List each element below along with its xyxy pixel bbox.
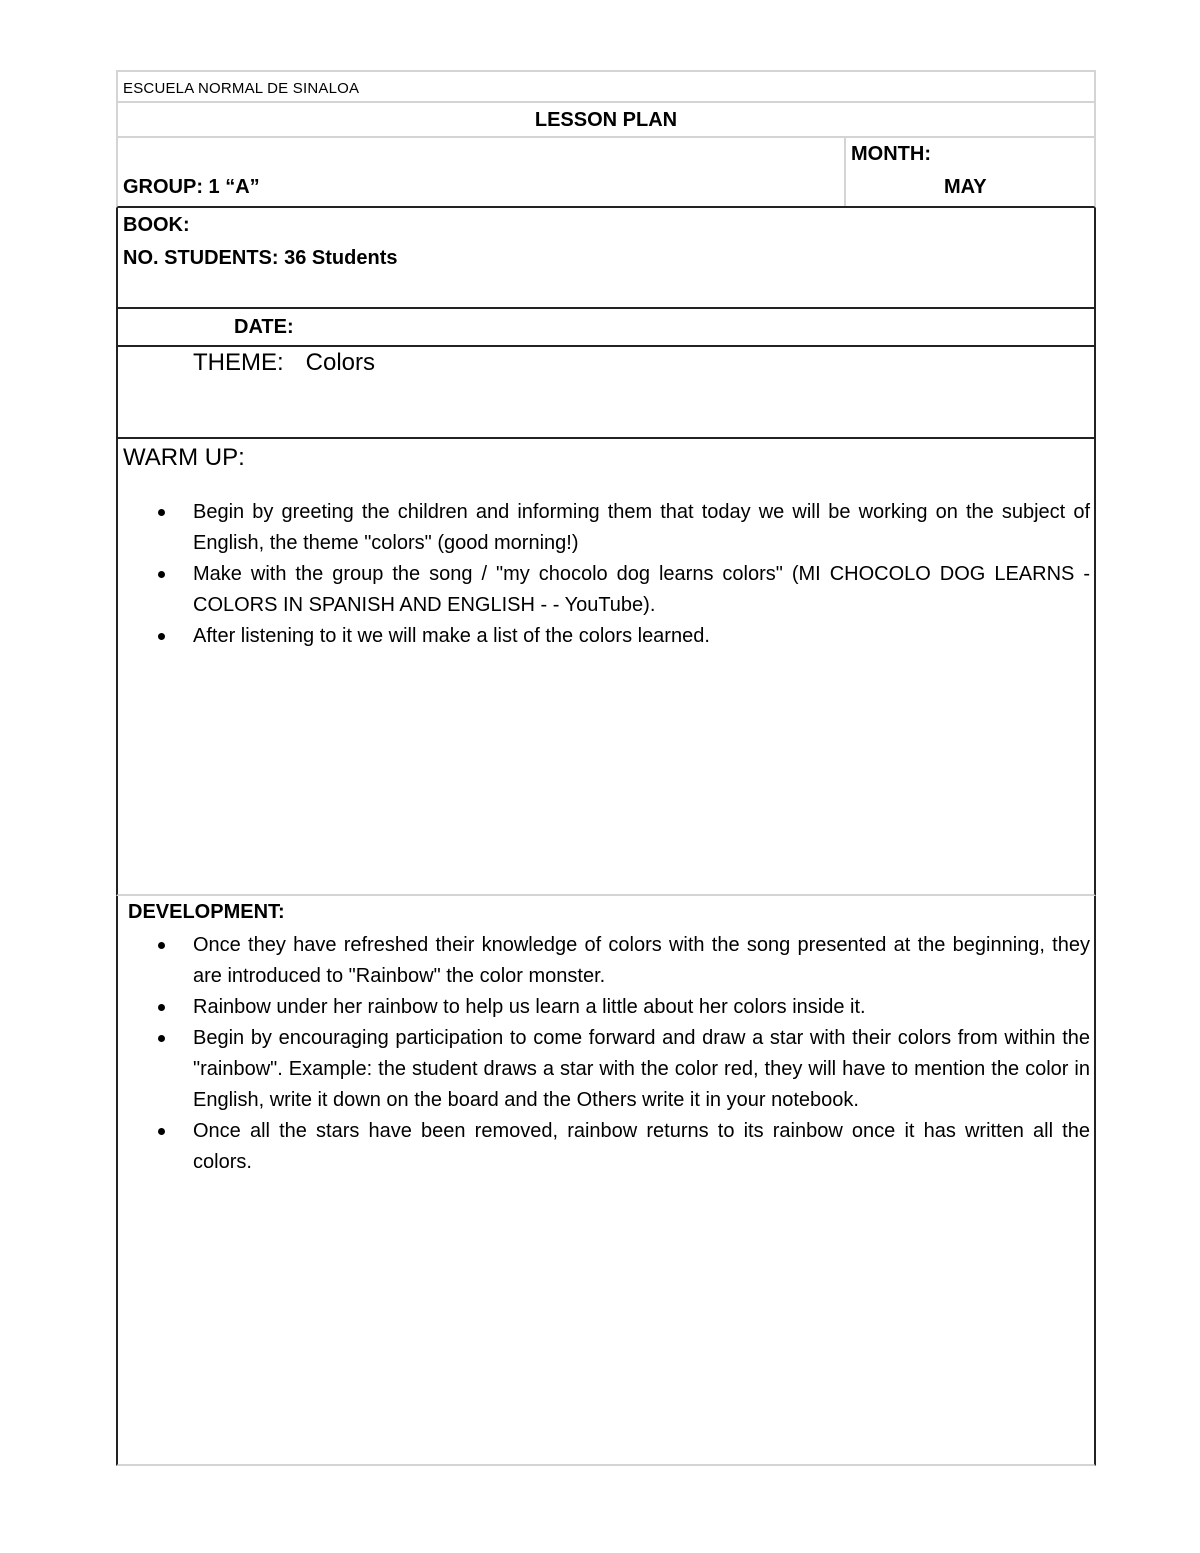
- list-item-text: Once they have refreshed their knowledge of colors with the song presented at the beginning, they are introduced to "Rainbow" the color monster.: [193, 934, 1090, 987]
- warm-up-list: [118, 497, 1090, 652]
- list-item: [118, 930, 1090, 992]
- list-item-text: After listening to it we will make a list of the colors learned.: [193, 625, 710, 647]
- warm-up-section: [116, 439, 1096, 896]
- bullet-icon: [158, 633, 165, 640]
- bullet-icon: [158, 571, 165, 578]
- school-row: [116, 70, 1096, 103]
- book-label: BOOK:: [123, 214, 190, 236]
- list-item: [118, 1023, 1090, 1116]
- theme-row: [116, 347, 1096, 439]
- bullet-icon: [158, 1128, 165, 1135]
- book-students-row: [116, 208, 1096, 309]
- development-list: [118, 930, 1090, 1178]
- list-item-text: Begin by encouraging participation to come forward and draw a star with their colors from within the "rainbow". Example: the student draws a star with the color red, they will have to mention the color in English, write it down on the board and the Others write it in your notebook.: [193, 1027, 1090, 1111]
- list-item-text: Once all the stars have been removed, rainbow returns to its rainbow once it has written all the colors.: [193, 1120, 1090, 1173]
- list-item-text: Rainbow under her rainbow to help us learn a little about her colors inside it.: [193, 996, 866, 1018]
- warm-up-heading: WARM UP:: [123, 444, 245, 471]
- month-value: MAY: [944, 176, 987, 198]
- development-section: [116, 896, 1096, 1466]
- list-item: [118, 497, 1090, 559]
- development-heading: DEVELOPMENT:: [128, 901, 285, 923]
- list-item-text: Begin by greeting the children and informing them that today we will be working on the subject of English, the theme "colors" (good morning!): [193, 501, 1090, 554]
- date-label: DATE:: [234, 316, 294, 338]
- cell-divider: [844, 138, 846, 206]
- theme-label: THEME:: [193, 349, 284, 376]
- bullet-icon: [158, 1035, 165, 1042]
- group-month-row: [116, 138, 1096, 208]
- list-item: [118, 559, 1090, 621]
- bullet-icon: [158, 1004, 165, 1011]
- school-name: ESCUELA NORMAL DE SINALOA: [123, 80, 360, 97]
- document-title: LESSON PLAN: [534, 109, 678, 131]
- list-item: [118, 1116, 1090, 1178]
- bullet-icon: [158, 942, 165, 949]
- month-label: MONTH:: [851, 143, 931, 165]
- group-label: GROUP: 1 “A”: [123, 176, 260, 198]
- students-count: NO. STUDENTS: 36 Students: [123, 247, 398, 269]
- date-row: [116, 309, 1096, 347]
- title-row: [116, 103, 1096, 138]
- list-item: [118, 621, 1090, 652]
- list-item: [118, 992, 1090, 1023]
- list-item-text: Make with the group the song / "my chocolo dog learns colors" (MI CHOCOLO DOG LEARNS - COLORS IN SPANISH AND ENGLISH - - YouTube).: [193, 563, 1090, 616]
- bullet-icon: [158, 509, 165, 516]
- theme-value: Colors: [305, 349, 376, 376]
- theme-line: [193, 349, 375, 377]
